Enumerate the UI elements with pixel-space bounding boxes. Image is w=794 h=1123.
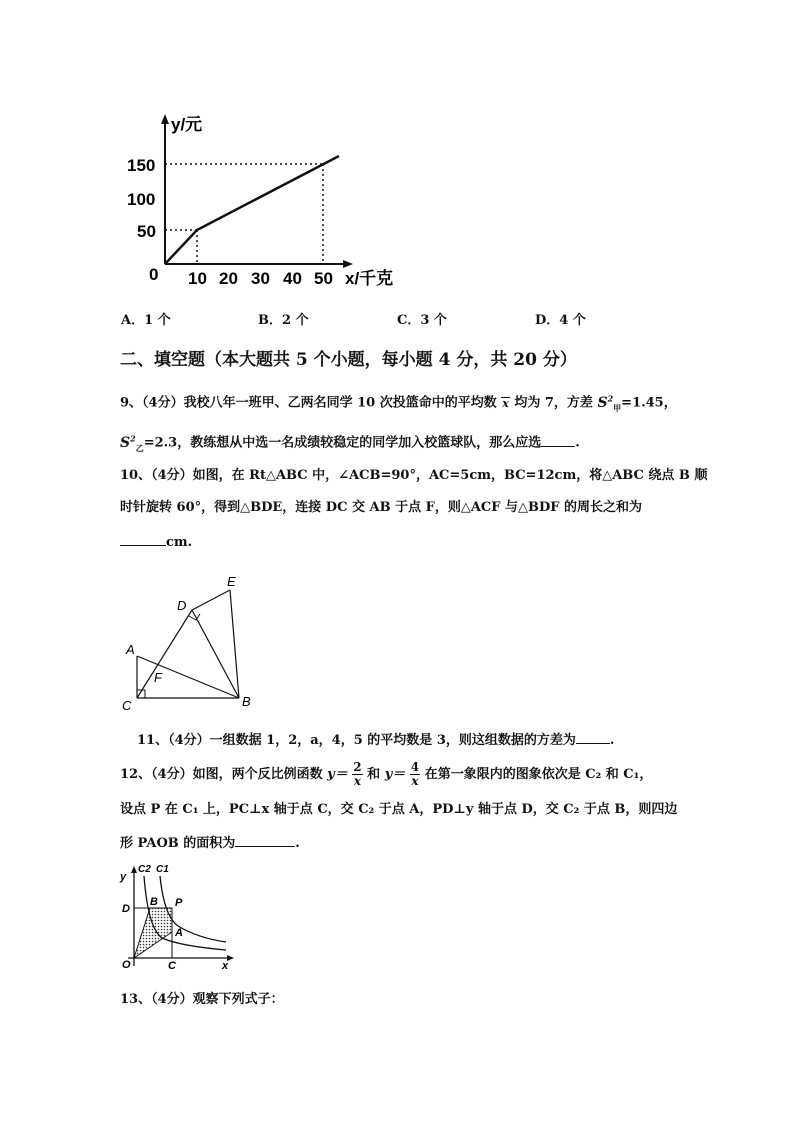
y-axis-arrow [131,866,137,873]
x-axis-arrow [343,260,353,268]
q10-line1: 10、（4分）如图，在 Rt△ABC 中，∠ACB=90°，AC=5cm，BC=12cm，将△ABC 绕点 B 顺 [120,468,708,483]
x-axis-label: x/千克 [345,269,394,288]
option-letter: A． [121,313,145,328]
fraction-4-over-x [410,761,420,788]
label-a: A [126,642,135,657]
q11-end: . [609,733,615,748]
q9-text-b: 均为 7，方差 [514,395,593,411]
q9-text-c: =2.3，教练想从中选一名成绩较稳定的同学加入校篮球队，那么应选 [143,435,542,451]
variance-yi: $S^2_乙$ [120,433,144,453]
label-x: x [222,960,229,972]
label-c: C [122,698,132,713]
label-c2: C2 [138,864,151,875]
func1-lhs: y＝ [327,767,348,782]
q12-text: 形 PAOB 的面积为 [120,836,236,851]
sub-yi: 乙 [135,442,144,453]
label-c: C [168,960,176,972]
section-title: 二、填空题（本大题共 5 个小题，每小题 4 分，共 20 分） [120,350,577,370]
x-tick-20: 20 [219,269,238,288]
xbar: x [502,396,509,410]
label-c1: C1 [156,864,169,875]
fraction-2-over-x [352,761,362,788]
answer-blank[interactable] [541,432,575,447]
q12-line1 [120,761,652,788]
triangle-figure [112,572,262,720]
fraction-numerator: 2 [353,760,362,774]
fraction-denominator: x [353,774,362,788]
y-tick-50: 50 [137,222,156,241]
y-axis-arrow [161,114,169,124]
func2-lhs: y＝ [384,767,406,782]
option-letter: D． [535,313,560,328]
q10-unit: cm. [166,535,193,550]
option-a [121,312,171,330]
segment-ab [137,656,239,698]
q9-line1 [120,389,677,416]
option-b [258,312,309,330]
q9-end: . [575,435,580,451]
s-symbol: S [597,394,608,411]
fraction-denominator: x [411,774,419,788]
segment-de [192,590,230,610]
option-text: 2 个 [282,313,309,328]
segment-cd [137,610,192,698]
label-f: F [154,670,162,685]
y-tick-100: 100 [127,190,156,209]
variance-jia: $S^2_甲$ [597,393,622,413]
answer-blank[interactable] [120,531,166,546]
q12-line2: 设点 P 在 C₁ 上，PC⊥x 轴于点 C，交 C₂ 于点 A，PD⊥y 轴于点 D，交 C₂ 于点 B，则四边 [120,802,678,817]
label-a: A [175,927,183,939]
segment-db [192,610,239,698]
q12-and: 和 [367,767,381,782]
q11-text: 11、（4分）一组数据 1，2，a，4，5 的平均数是 3，则这组数据的方差为 [137,733,576,748]
q10-line3 [120,531,192,552]
q9-line2 [120,429,580,456]
option-letter: C． [397,313,421,328]
fraction-numerator: 4 [410,760,420,774]
x-tick-10: 10 [188,269,207,288]
label-d: D [122,903,130,915]
q12-prefix: 12、（4分）如图，两个反比例函数 [120,767,323,782]
option-text: 4 个 [559,313,586,328]
y-tick-150: 150 [127,156,156,175]
q11-line [137,729,614,750]
label-o: O [122,959,131,971]
segment-eb [230,590,239,698]
option-text: 3 个 [420,313,447,328]
x-tick-40: 40 [283,269,302,288]
variance-jia-value: =1.45， [621,395,677,411]
inverse-function-figure [118,862,242,974]
label-y: y [120,871,127,883]
price-line [165,156,339,264]
shaded-region [134,908,172,958]
sub-jia: 甲 [613,402,622,413]
label-d: D [177,598,187,613]
answer-blank[interactable] [235,832,295,847]
x-tick-30: 30 [251,269,270,288]
price-graph [125,108,425,300]
q9-text-a: 9、（4分）我校八年一班甲、乙两名同学 10 次投篮命中的平均数 [120,395,497,411]
q12-end: . [295,836,300,851]
q13-line: 13、（4分）观察下列式子： [120,992,284,1007]
x-tick-50: 50 [314,269,333,288]
q12-line3 [120,832,300,853]
y-axis-label: y/元 [171,115,203,134]
answer-blank[interactable] [576,729,610,744]
label-b: B [150,896,158,908]
option-d [535,312,586,330]
label-e: E [227,574,236,589]
option-text: 1 个 [144,313,171,328]
option-letter: B． [258,313,282,328]
s-symbol: S [120,434,131,451]
origin-label: 0 [149,265,159,284]
label-b: B [242,694,251,709]
q12-suffix: 在第一象限内的图象依次是 C₂ 和 C₁， [424,767,653,782]
label-p: P [175,897,183,909]
q10-line2: 时针旋转 60°，得到△BDE，连接 DC 交 AB 于点 F，则△ACF 与△BDF 的周长之和为 [120,500,643,515]
option-c [397,312,447,330]
